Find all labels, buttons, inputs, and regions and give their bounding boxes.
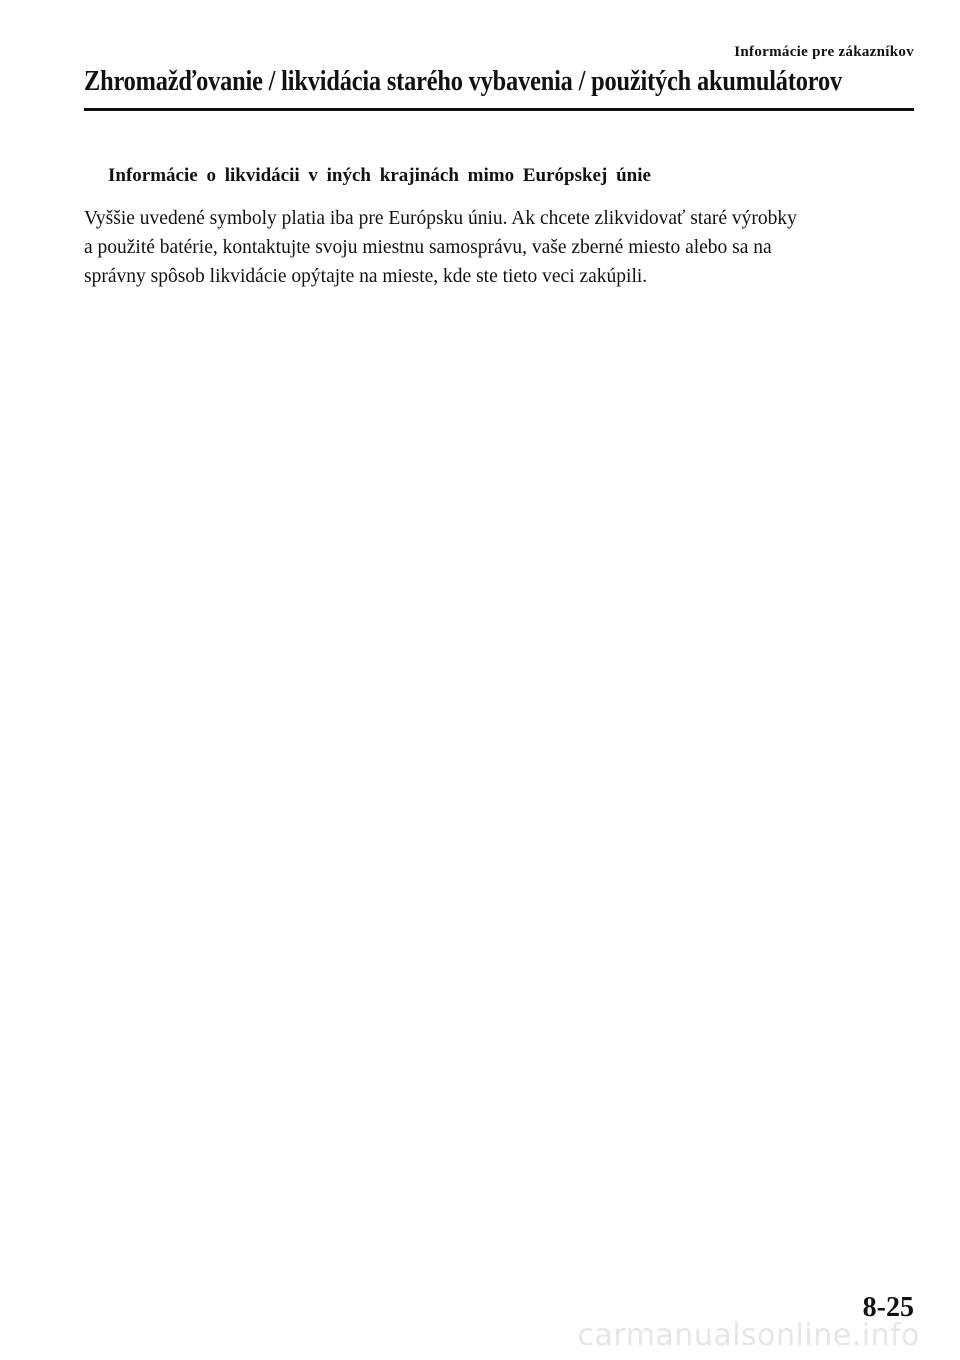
paragraph-line: a použité batérie, kontaktujte svoju miestnu samosprávu, vaše zberné miesto alebo sa na <box>84 237 772 258</box>
paragraph-line: správny spôsob likvidácie opýtajte na mieste, kde ste tieto veci zakúpili. <box>84 266 648 287</box>
page-title: Zhromažďovanie / likvidácia starého vybavenia / použitých akumulátorov <box>84 66 842 97</box>
page-number: 8-25 <box>862 1292 914 1323</box>
title-divider <box>84 108 914 111</box>
body-paragraph <box>84 204 914 291</box>
watermark: carmanualsonline.info <box>577 1318 920 1353</box>
section-label: Informácie pre zákazníkov <box>734 44 914 60</box>
paragraph-line: Vyššie uvedené symboly platia iba pre Európsku úniu. Ak chcete zlikvidovať staré výrobky <box>84 208 797 229</box>
subheading: Informácie o likvidácii v iných krajinách mimo Európskej únie <box>108 165 651 186</box>
